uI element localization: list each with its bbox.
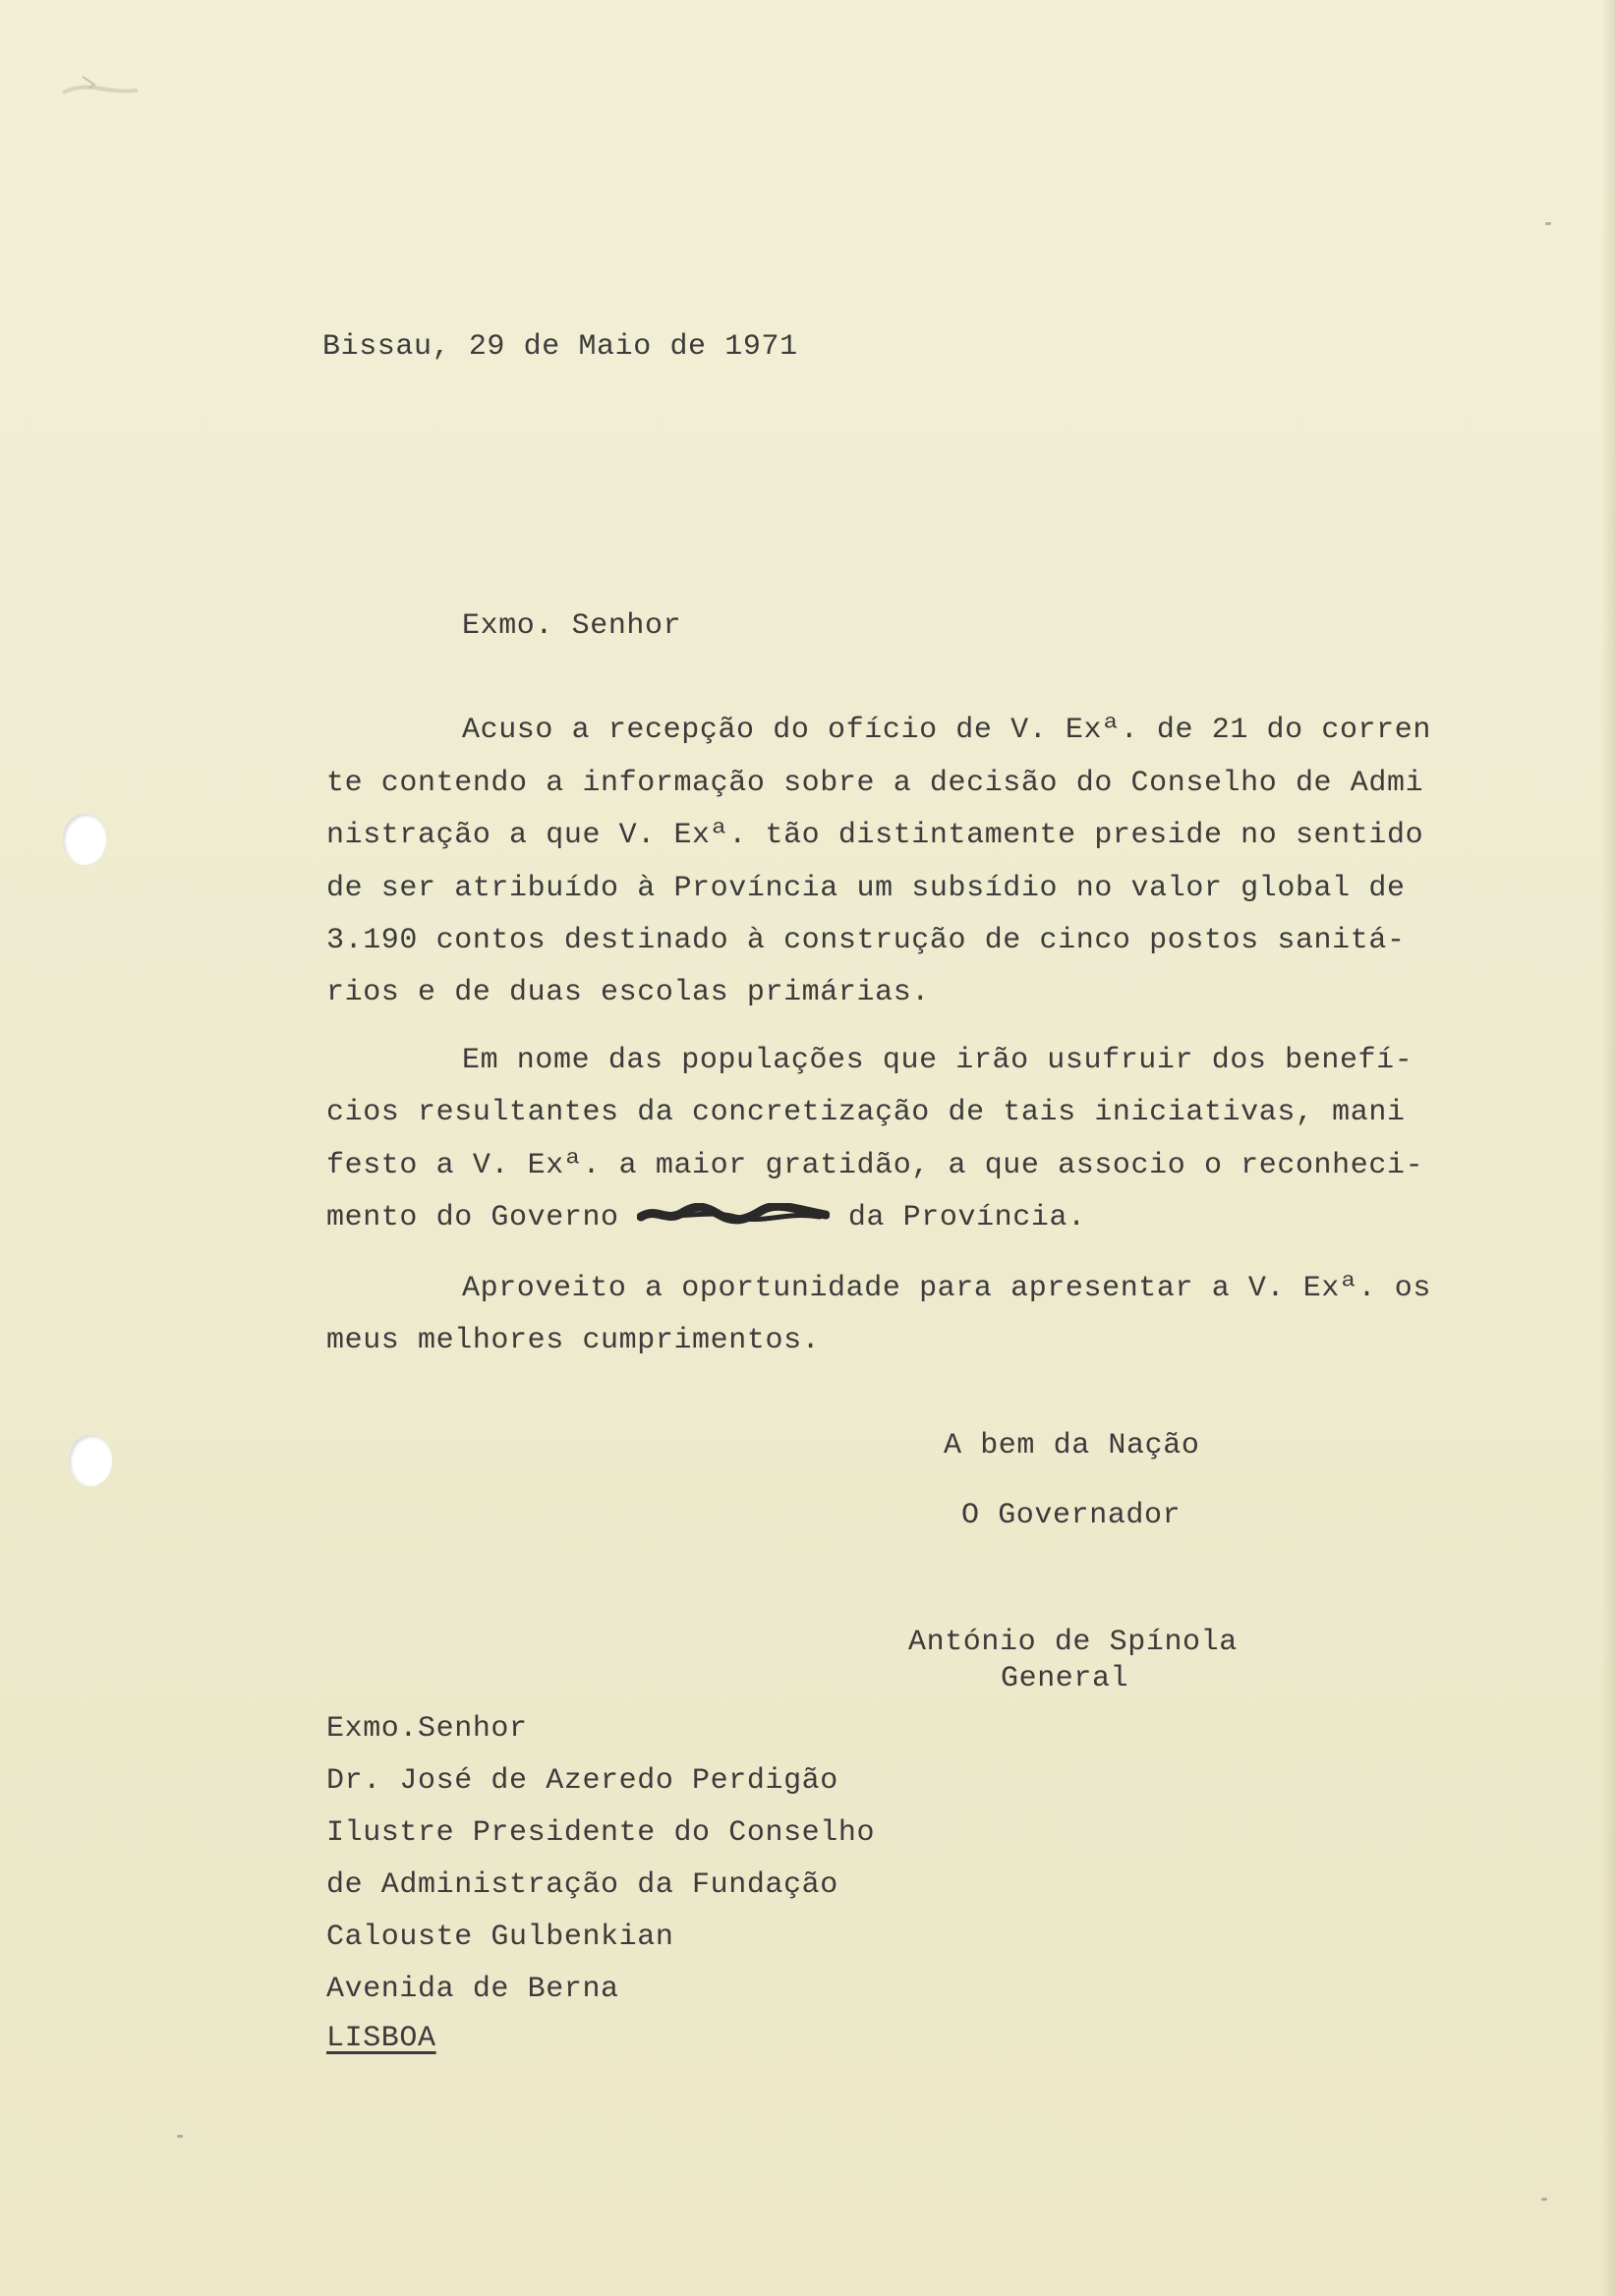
paragraph-line: te contendo a informação sobre a decisão do Conselho de Admi xyxy=(326,767,1424,800)
paper-speck xyxy=(177,2135,183,2138)
signatory-name: António de Spínola xyxy=(908,1626,1238,1659)
closing-formula: A bem da Nação xyxy=(944,1429,1200,1463)
date-line: Bissau, 29 de Maio de 1971 xyxy=(322,330,798,364)
paragraph-line-with-redaction xyxy=(326,1203,1086,1233)
paper-speck xyxy=(1545,222,1551,225)
paragraph-line: de ser atribuído à Província um subsídio no valor global de xyxy=(326,872,1406,905)
paragraph-line: nistração a que V. Exª. tão distintamente preside no sentido xyxy=(326,819,1424,852)
paragraph-line: meus melhores cumprimentos. xyxy=(326,1324,821,1357)
paper-tear-mark xyxy=(61,59,140,98)
paragraph-line: festo a V. Exª. a maior gratidão, a que associo o reconheci- xyxy=(326,1149,1424,1182)
paragraph-line: Acuso a recepção do ofício de V. Exª. de 21 do corren xyxy=(462,714,1431,747)
signatory-rank: General xyxy=(1001,1662,1129,1695)
paragraph-line: rios e de duas escolas primárias. xyxy=(326,976,930,1009)
paragraph-text: da Província. xyxy=(830,1201,1086,1234)
addressee-city: LISBOA xyxy=(326,2022,436,2055)
addressee-line: Ilustre Presidente do Conselho xyxy=(326,1816,876,1850)
page-edge-shadow xyxy=(1601,0,1615,2296)
redaction-scribble xyxy=(637,1203,830,1225)
addressee-line: Calouste Gulbenkian xyxy=(326,1921,674,1954)
addressee-line: Avenida de Berna xyxy=(326,1973,619,2006)
paragraph-text: mento do Governo xyxy=(326,1201,638,1234)
paragraph-line: 3.190 contos destinado à construção de cinco postos sanitá- xyxy=(326,924,1406,957)
signatory-title: O Governador xyxy=(961,1499,1182,1532)
addressee-line: Dr. José de Azeredo Perdigão xyxy=(326,1764,838,1798)
salutation: Exmo. Senhor xyxy=(462,609,682,643)
addressee-line: Exmo.Senhor xyxy=(326,1712,528,1746)
paragraph-line: Em nome das populações que irão usufruir dos benefí- xyxy=(462,1044,1413,1077)
punch-hole-lower xyxy=(69,1435,112,1486)
punch-hole-upper xyxy=(63,814,106,865)
paragraph-line: Aproveito a oportunidade para apresentar a V. Exª. os xyxy=(462,1272,1431,1305)
paragraph-line: cios resultantes da concretização de tais iniciativas, mani xyxy=(326,1096,1406,1129)
addressee-line: de Administração da Fundação xyxy=(326,1868,838,1902)
paper-speck xyxy=(1541,2198,1547,2201)
